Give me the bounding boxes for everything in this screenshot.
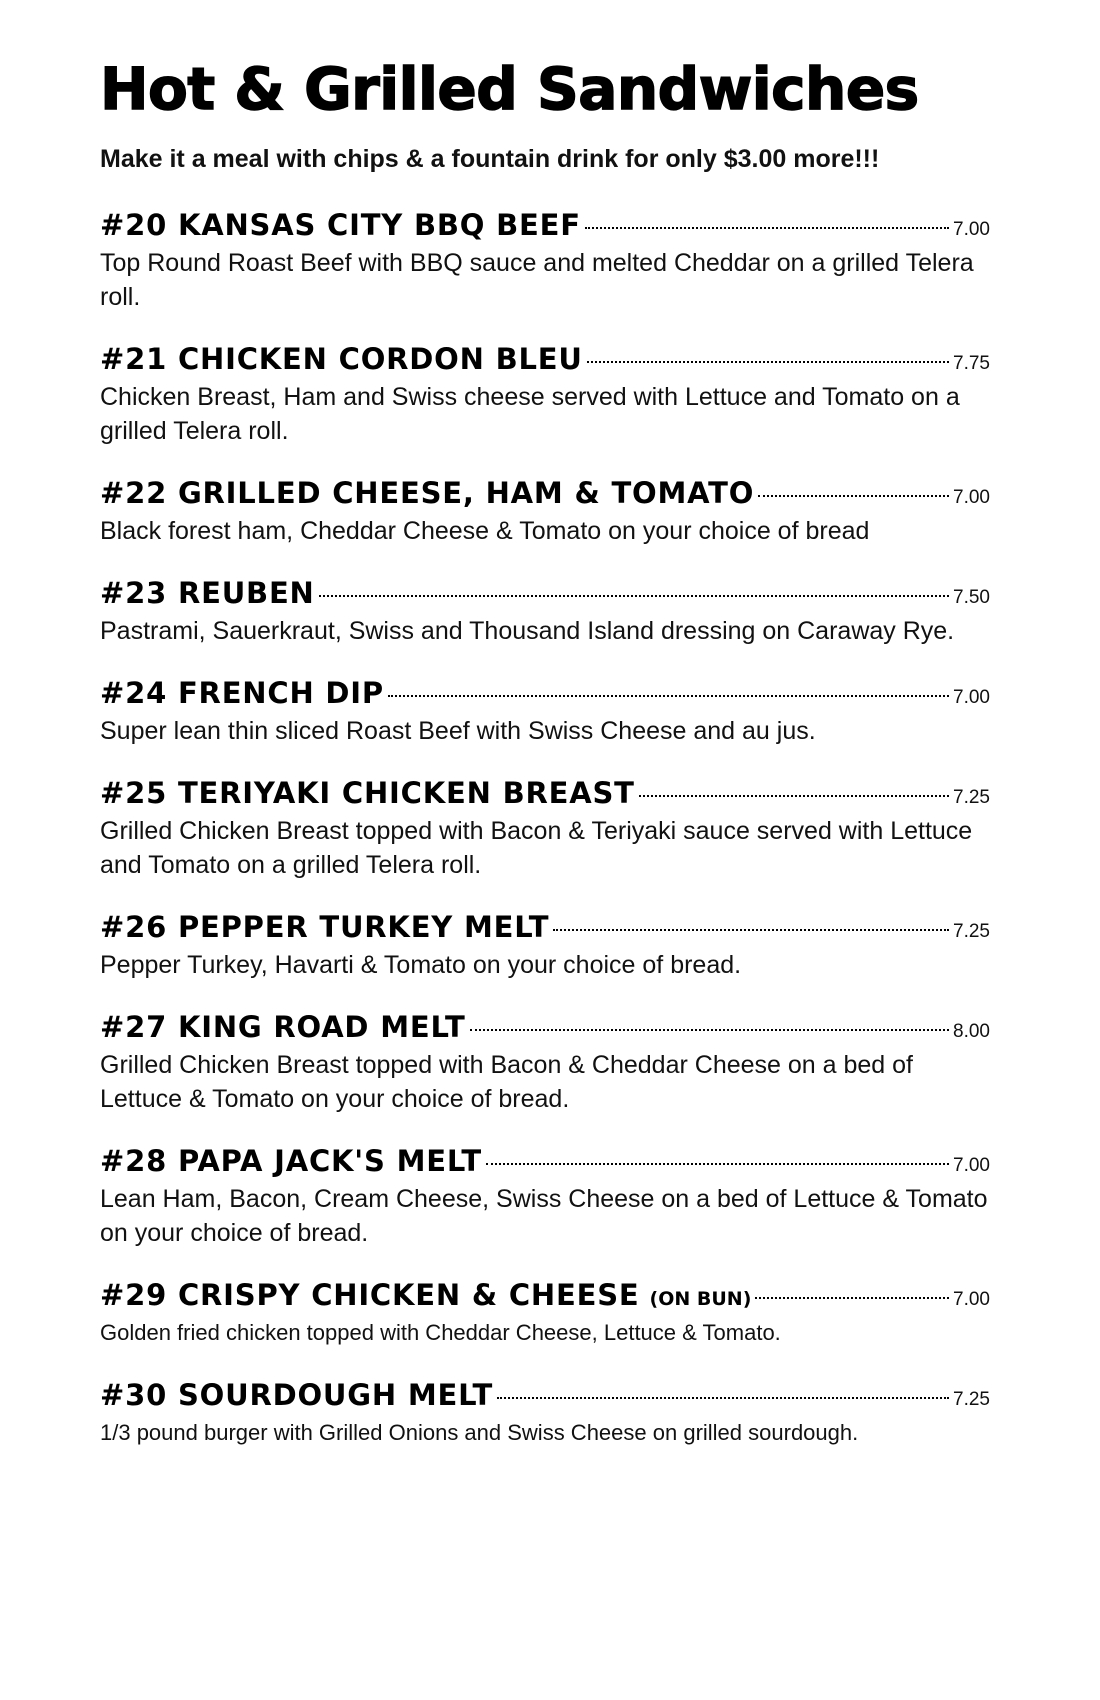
menu-item [100, 776, 990, 882]
menu-item-note: (ON BUN) [649, 1287, 752, 1310]
menu-item [100, 1378, 990, 1450]
menu-item [100, 1278, 990, 1350]
page-title: Hot & Grilled Sandwiches [100, 55, 919, 123]
menu-item [100, 910, 990, 982]
menu-item-name: #30 SOURDOUGH MELT [100, 1377, 494, 1412]
menu-item-header [100, 342, 990, 376]
menu-item-price: 7.00 [953, 1288, 990, 1310]
dot-leader [758, 494, 949, 497]
menu-item [100, 342, 990, 448]
menu-item-header [100, 476, 990, 510]
menu-item-price: 7.25 [953, 1388, 990, 1410]
menu-item-name: #29 CRISPY CHICKEN & CHEESE [100, 1277, 640, 1312]
menu-item-header [100, 776, 990, 810]
menu-item-price: 7.75 [953, 352, 990, 374]
menu-item-name: #28 PAPA JACK'S MELT [100, 1143, 482, 1178]
menu-item-name: #24 FRENCH DIP [100, 675, 384, 710]
menu-list [100, 208, 990, 1450]
menu-item-price: 7.50 [953, 586, 990, 608]
menu-page [100, 56, 990, 1478]
menu-item-name: #22 GRILLED CHEESE, HAM & TOMATO [100, 475, 755, 510]
menu-item-name: #25 TERIYAKI CHICKEN BREAST [100, 775, 635, 810]
menu-item-header [100, 910, 990, 944]
dot-leader [587, 360, 949, 363]
menu-item-description: Golden fried chicken topped with Cheddar Cheese, Lettuce & Tomato. [100, 1319, 781, 1345]
menu-item [100, 1144, 990, 1250]
menu-item-header [100, 1144, 990, 1178]
meal-deal-note: Make it a meal with chips & a fountain drink for only $3.00 more!!! [100, 144, 880, 173]
menu-item-description: Black forest ham, Cheddar Cheese & Tomato on your choice of bread [100, 516, 870, 545]
menu-item-price: 7.00 [953, 486, 990, 508]
menu-item-header [100, 208, 990, 242]
dot-leader [470, 1028, 949, 1031]
menu-item [100, 208, 990, 314]
menu-item [100, 676, 990, 748]
menu-item-description: Super lean thin sliced Roast Beef with Swiss Cheese and au jus. [100, 716, 816, 745]
menu-item-description: Pastrami, Sauerkraut, Swiss and Thousand Island dressing on Caraway Rye. [100, 616, 955, 645]
menu-item [100, 576, 990, 648]
menu-item-description: Pepper Turkey, Havarti & Tomato on your choice of bread. [100, 950, 742, 979]
menu-item-name: #23 REUBEN [100, 575, 315, 610]
menu-item-header [100, 576, 990, 610]
menu-item-name: #27 KING ROAD MELT [100, 1009, 466, 1044]
menu-item-header [100, 1378, 990, 1412]
dot-leader [486, 1162, 949, 1165]
menu-item-description: Grilled Chicken Breast topped with Bacon & Cheddar Cheese on a bed of Lettuce & Tomato on your choice of bread. [100, 1050, 913, 1113]
dot-leader [388, 694, 949, 697]
menu-item-description: Grilled Chicken Breast topped with Bacon & Teriyaki sauce served with Lettuce and Tomato on a grilled Telera roll. [100, 816, 973, 879]
dot-leader [553, 928, 949, 931]
menu-item-price: 8.00 [953, 1020, 990, 1042]
menu-item-price: 7.25 [953, 920, 990, 942]
menu-item-price: 7.00 [953, 686, 990, 708]
menu-item-description: Chicken Breast, Ham and Swiss cheese served with Lettuce and Tomato on a grilled Telera roll. [100, 382, 960, 445]
menu-item-price: 7.00 [953, 218, 990, 240]
menu-item-description: Lean Ham, Bacon, Cream Cheese, Swiss Cheese on a bed of Lettuce & Tomato on your choice of bread. [100, 1184, 988, 1247]
menu-item-header [100, 1278, 990, 1312]
menu-item-price: 7.00 [953, 1154, 990, 1176]
menu-item-description: Top Round Roast Beef with BBQ sauce and melted Cheddar on a grilled Telera roll. [100, 248, 974, 311]
menu-item-header [100, 676, 990, 710]
dot-leader [497, 1396, 949, 1399]
menu-item [100, 1010, 990, 1116]
dot-leader [319, 594, 949, 597]
menu-item-name: #20 KANSAS CITY BBQ BEEF [100, 207, 581, 242]
dot-leader [755, 1296, 949, 1299]
dot-leader [639, 794, 949, 797]
menu-item-price: 7.25 [953, 786, 990, 808]
menu-item-description: 1/3 pound burger with Grilled Onions and Swiss Cheese on grilled sourdough. [100, 1419, 859, 1445]
menu-item-header [100, 1010, 990, 1044]
menu-item [100, 476, 990, 548]
dot-leader [585, 226, 949, 229]
menu-item-name: #21 CHICKEN CORDON BLEU [100, 341, 583, 376]
menu-item-name: #26 PEPPER TURKEY MELT [100, 909, 550, 944]
